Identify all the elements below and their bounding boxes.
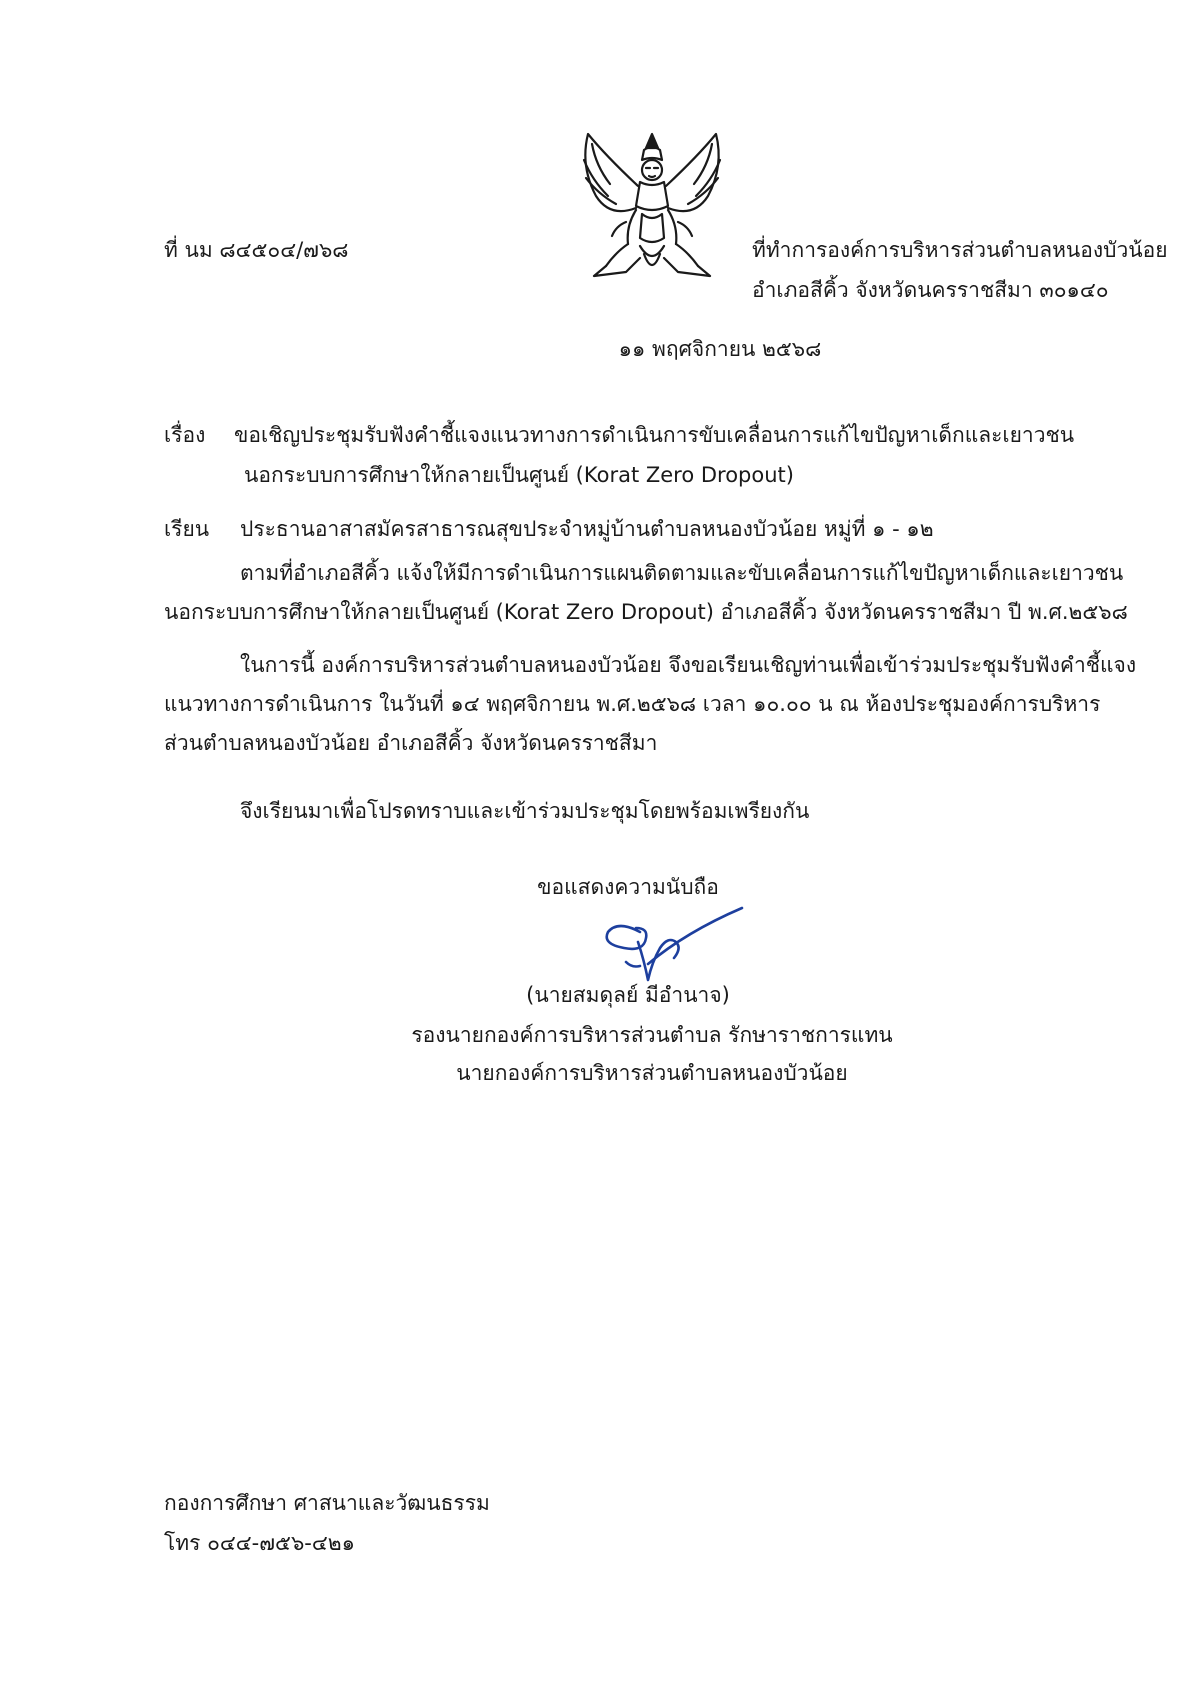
closing-regards: ขอแสดงความนับถือ — [537, 875, 719, 899]
subject-label: เรื่อง — [164, 423, 206, 447]
reference-number: ที่ นม ๘๔๕๐๔/๗๖๘ — [164, 238, 349, 262]
letter-date: ๑๑ พฤศจิกายน ๒๕๖๘ — [618, 337, 822, 361]
body-paragraph-2 — [164, 646, 1137, 763]
body-p2-line3: ส่วนตำบลหนองบัวน้อย อำเภอสีคิ้ว จังหวัดนครราชสีมา — [164, 731, 658, 755]
footer-department: กองการศึกษา ศาสนาและวัฒนธรรม — [164, 1491, 490, 1515]
footer-phone: โทร ๐๔๔-๗๕๖-๔๒๑ — [164, 1531, 355, 1555]
signatory-name: (นายสมดุลย์ มีอำนาจ) — [526, 983, 730, 1007]
office-address-line2: อำเภอสีคิ้ว จังหวัดนครราชสีมา ๓๐๑๔๐ — [752, 278, 1109, 302]
subject-line1: ขอเชิญประชุมรับฟังคำชี้แจงแนวทางการดำเนินการขับเคลื่อนการแก้ไขปัญหาเด็กและเยาวชน — [234, 423, 1075, 447]
signatory-position-line2: นายกองค์การบริหารส่วนตำบลหนองบัวน้อย — [456, 1061, 848, 1085]
closing-request: จึงเรียนมาเพื่อโปรดทราบและเข้าร่วมประชุมโดยพร้อมเพรียงกัน — [240, 799, 810, 823]
body-p2-line2: แนวทางการดำเนินการ ในวันที่ ๑๔ พฤศจิกายน พ.ศ.๒๕๖๘ เวลา ๑๐.๐๐ น ณ ห้องประชุมองค์การบริหาร — [164, 692, 1101, 716]
signatory-position-line1: รองนายกองค์การบริหารส่วนตำบล รักษาราชการแทน — [411, 1023, 893, 1047]
body-paragraph-1 — [164, 554, 1128, 632]
salutation-text: ประธานอาสาสมัครสาธารณสุขประจำหมู่บ้านตำบลหนองบัวน้อย หมู่ที่ ๑ - ๑๒ — [240, 517, 934, 541]
handwritten-signature — [596, 902, 746, 992]
office-address-line1: ที่ทำการองค์การบริหารส่วนตำบลหนองบัวน้อย — [752, 238, 1168, 262]
body-p1-line2: นอกระบบการศึกษาให้กลายเป็นศูนย์ (Korat Zero Dropout) อำเภอสีคิ้ว จังหวัดนครราชสีมา ปี พ.ศ.๒๕๖๘ — [164, 600, 1128, 624]
subject-line2: นอกระบบการศึกษาให้กลายเป็นศูนย์ (Korat Zero Dropout) — [244, 463, 794, 487]
garuda-emblem-icon — [566, 126, 738, 284]
body-p1-line1: ตามที่อำเภอสีคิ้ว แจ้งให้มีการดำเนินการแผนติดตามและขับเคลื่อนการแก้ไขปัญหาเด็กและเยาวชน — [240, 561, 1124, 585]
salutation-label: เรียน — [164, 517, 210, 541]
body-p2-line1: ในการนี้ องค์การบริหารส่วนตำบลหนองบัวน้อย จึงขอเรียนเชิญท่านเพื่อเข้าร่วมประชุมรับฟังคำชี้แจง — [240, 653, 1137, 677]
